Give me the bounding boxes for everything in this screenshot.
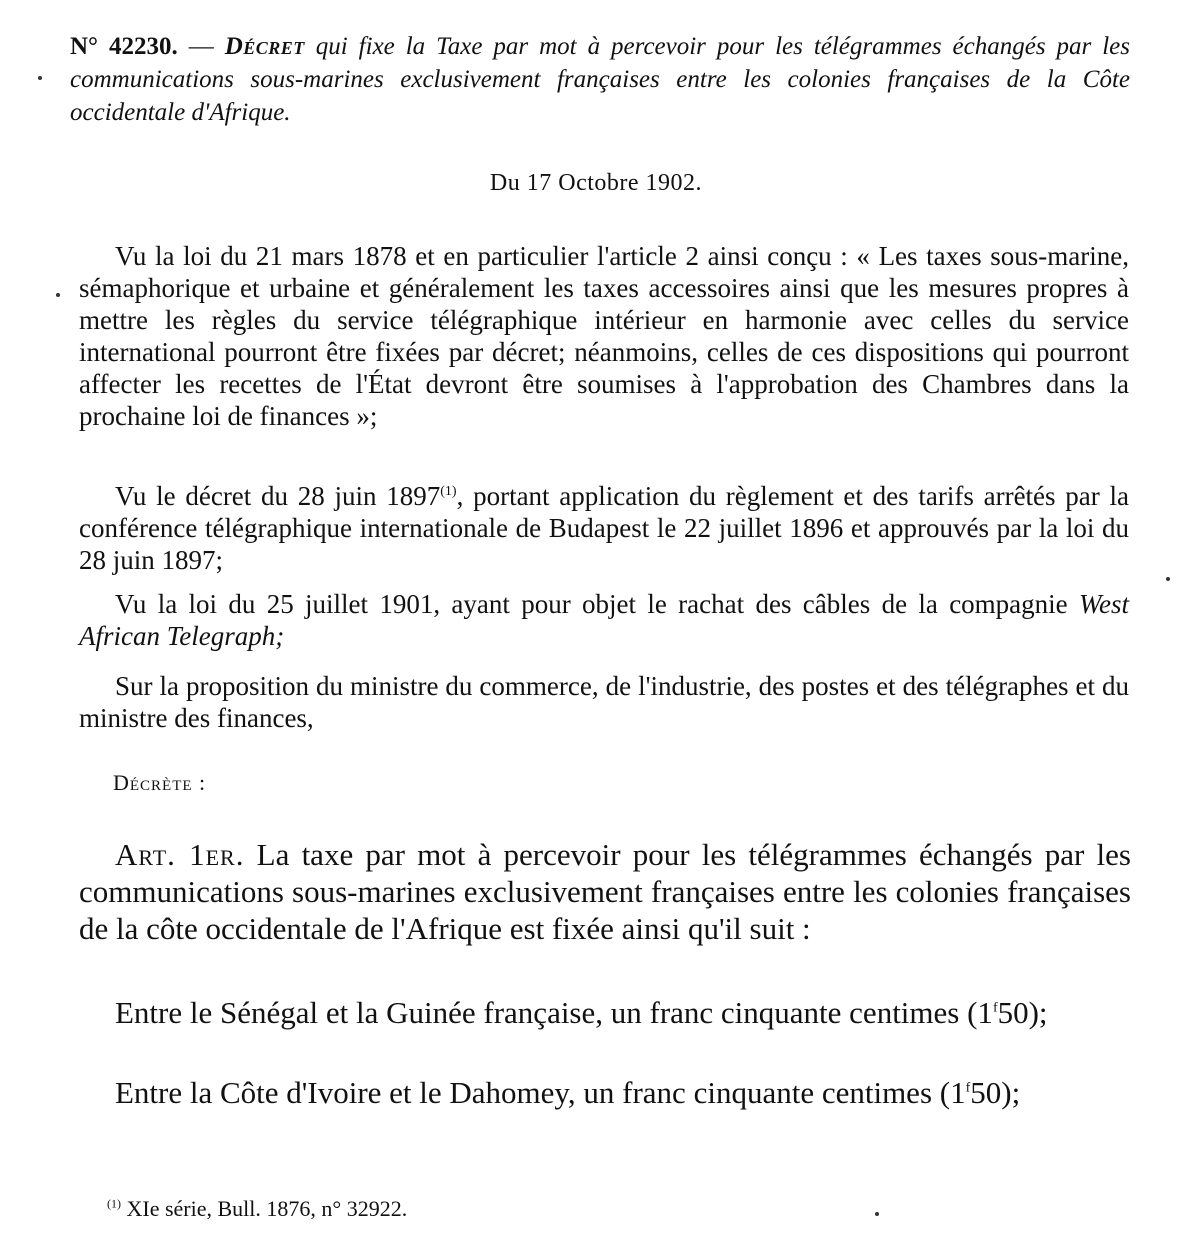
- footnote-text: XIe série, Bull. 1876, n° 32922.: [121, 1196, 408, 1221]
- tariff-line-1-end: 50);: [997, 995, 1048, 1030]
- footnote: [107, 1196, 407, 1222]
- scan-speck: [875, 1212, 879, 1216]
- footnote-reference: (1): [440, 484, 457, 499]
- decrete-heading: Décrète :: [113, 770, 207, 795]
- considerant-decret-text-b: , portant application du règlement et des tarifs arrêtés par la conférence télégraphique internationale de Budapest le 22 juillet 1896 et approuvés par la loi du 28 juin 1897;: [79, 481, 1129, 575]
- decree-date: Du 17 Octobre 1902.: [489, 170, 703, 196]
- tariff-line-2-sup: f: [965, 1080, 971, 1096]
- tariff-line-2-end: 50);: [970, 1075, 1021, 1110]
- considerant-proposition: Sur la proposition du ministre du commerce, de l'industrie, des postes et des télégraphes et du ministre des finances,: [79, 671, 1129, 733]
- tariff-senegal-guinee: [79, 994, 1131, 1031]
- scan-speck: [1166, 577, 1170, 581]
- tariff-line-1-text: Entre le Sénégal et la Guinée française, un franc cinquante centimes (1: [115, 995, 993, 1030]
- considerant-decret-1897: [79, 480, 1129, 576]
- article-text: La taxe par mot à percevoir pour les télégrammes échangés par les communications sous-marines exclusivement françaises entre les colonies françaises de la côte occidentale de l'Afrique est fixée ainsi qu'il suit :: [79, 837, 1131, 946]
- decree-heading: [70, 30, 1130, 129]
- scan-speck: [38, 76, 42, 80]
- tariff-line-1-sup: f: [992, 1000, 998, 1016]
- scan-speck: [56, 293, 60, 297]
- heading-dash: —: [177, 33, 225, 60]
- considerant-loi-1878: Vu la loi du 21 mars 1878 et en particulier l'article 2 ainsi conçu : « Les taxes sous-marine, sémaphorique et urbaine et généralement les taxes accessoires ainsi que les mesures propres à mettre les règles du service télégraphique intérieur en harmonie avec celles du service international pourront être fixées par décret; néanmoins, celles de ces dispositions qui pourront affecter les recettes de l'État devront être soumises à l'approbation des Chambres dans la prochaine loi de finances »;: [79, 241, 1129, 431]
- decree-number: N° 42230.: [70, 33, 178, 60]
- considerant-loi-1901-text: Vu la loi du 25 juillet 1901, ayant pour objet le rachat des câbles de la compagnie: [115, 589, 1079, 619]
- footnote-marker: (1): [107, 1196, 121, 1211]
- considerant-loi-1901: [79, 588, 1129, 652]
- article-1: [79, 836, 1131, 947]
- article-label: Art. 1er.: [115, 837, 245, 872]
- company-name: West African Telegraph;: [79, 589, 1129, 651]
- considerant-decret-text-a: Vu le décret du 28 juin 1897: [115, 481, 441, 511]
- tariff-line-2-text: Entre la Côte d'Ivoire et le Dahomey, un franc cinquante centimes (1: [115, 1075, 966, 1110]
- tariff-cote-ivoire-dahomey: [79, 1074, 1131, 1111]
- decree-description: qui fixe la Taxe par mot à percevoir pour les télégrammes échangés par les communications sous-marines exclusivement françaises entre les colonies françaises de la Côte occidentale d'Afrique.: [70, 33, 1130, 126]
- decree-label: Décret: [224, 33, 305, 60]
